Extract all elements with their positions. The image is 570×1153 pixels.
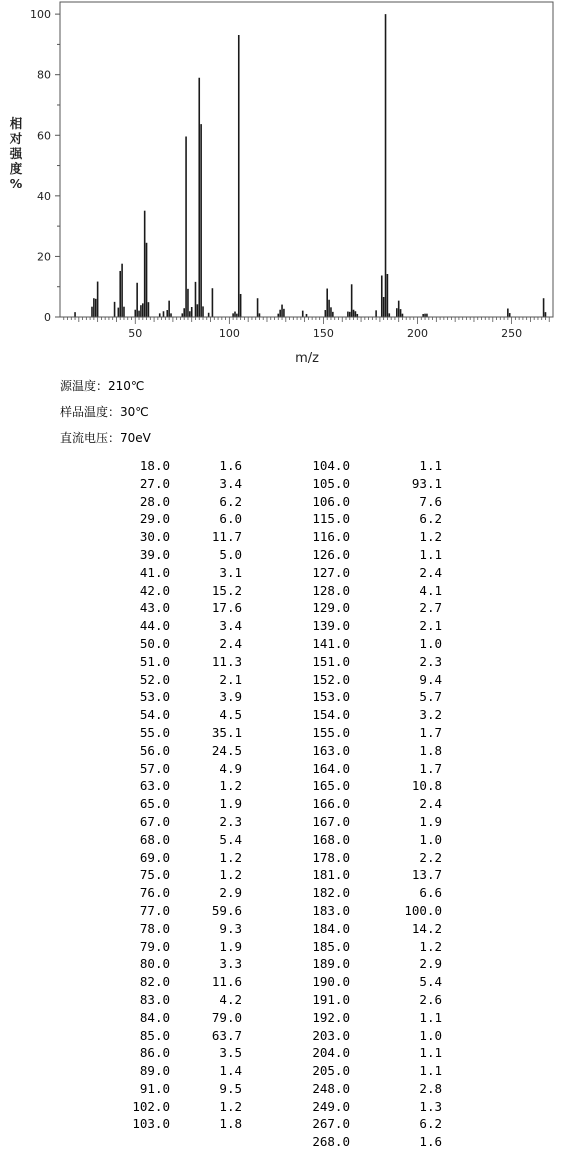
peak-table-cell: 6.2 [219, 493, 242, 509]
peak-table-cell: 80.0 [139, 956, 170, 972]
y-axis-title-char: % [9, 176, 23, 191]
peak-table-cell: 189.0 [312, 956, 350, 972]
peak-table-cell: 93.1 [411, 475, 442, 491]
peak-table-cell: 77.0 [139, 902, 170, 918]
peak-table-cell: 79.0 [139, 938, 170, 954]
peak-table-cell: 85.0 [139, 1027, 170, 1043]
peak-table-cell: 6.2 [419, 1116, 442, 1132]
peak-table-cell: 1.1 [419, 546, 442, 562]
peak-table-cell: 5.4 [419, 974, 442, 990]
peak-table-cell: 2.3 [219, 813, 242, 829]
x-tick-label: 100 [218, 327, 240, 340]
tick-labels [30, 8, 522, 340]
peak-table-cell: 5.4 [219, 831, 242, 847]
peak-table-cell: 6.2 [419, 511, 442, 527]
peak-table-cell: 52.0 [139, 671, 170, 687]
source-temperature: 源温度：210℃ [60, 379, 145, 393]
peak-table-cell: 30.0 [139, 529, 170, 545]
peak-table-cell: 6.0 [219, 511, 242, 527]
axis-ticks [55, 14, 549, 324]
sample-temperature: 样品温度：30℃ [60, 405, 149, 419]
peak-table-cell: 29.0 [139, 511, 170, 527]
peak-table-cell: 2.6 [419, 991, 442, 1007]
peak-table-cell: 18.0 [139, 458, 170, 473]
peak-table-intensity-column-2 [372, 457, 442, 1151]
peak-table-cell: 185.0 [312, 938, 350, 954]
peak-table-cell: 5.0 [219, 546, 242, 562]
peak-table-cell: 53.0 [139, 689, 170, 705]
peak-table-cell: 141.0 [312, 635, 350, 651]
y-axis-title-char: 对 [9, 131, 23, 146]
peak-table-cell: 17.6 [211, 600, 242, 616]
peak-table-cell: 139.0 [312, 618, 350, 634]
x-tick-label: 250 [501, 327, 523, 340]
peak-table-cell: 1.1 [419, 1009, 442, 1025]
peak-table-cell: 9.4 [419, 671, 442, 687]
peak-table-cell: 55.0 [139, 724, 170, 740]
peak-table-cell: 79.0 [211, 1009, 242, 1025]
y-axis-title-char: 强 [9, 146, 23, 161]
peak-table-cell: 1.2 [219, 1098, 242, 1114]
x-tick-label: 200 [407, 327, 429, 340]
peak-table-cell: 190.0 [312, 974, 350, 990]
peak-table-cell: 11.3 [211, 653, 242, 669]
peak-table-cell: 84.0 [139, 1009, 170, 1025]
peak-table-cell: 9.3 [219, 920, 242, 936]
peak-table-cell: 155.0 [312, 724, 350, 740]
peak-table-cell: 181.0 [312, 867, 350, 883]
peak-table-cell: 2.1 [419, 618, 442, 634]
peak-table-cell: 2.4 [419, 564, 442, 580]
peak-table-cell: 75.0 [139, 867, 170, 883]
instrument-conditions [60, 373, 151, 451]
peak-table-cell: 43.0 [139, 600, 170, 616]
peak-table-cell: 1.2 [219, 849, 242, 865]
peak-table-cell: 166.0 [312, 796, 350, 812]
peak-table-cell: 2.2 [419, 849, 442, 865]
peak-table-cell: 65.0 [139, 796, 170, 812]
peak-table-cell: 205.0 [312, 1063, 350, 1079]
peak-table-cell: 1.0 [419, 831, 442, 847]
peak-table-cell: 103.0 [132, 1116, 170, 1132]
peak-table-cell: 50.0 [139, 635, 170, 651]
peak-table-cell: 54.0 [139, 707, 170, 723]
peak-table-cell: 102.0 [132, 1098, 170, 1114]
peak-table-cell: 3.4 [219, 475, 242, 491]
peak-table-cell: 128.0 [312, 582, 350, 598]
peak-table-cell: 4.5 [219, 707, 242, 723]
peak-table-cell: 153.0 [312, 689, 350, 705]
y-tick-label: 20 [37, 250, 51, 264]
peak-table-cell: 168.0 [312, 831, 350, 847]
y-axis-title [9, 116, 23, 191]
peak-table-cell: 178.0 [312, 849, 350, 865]
peak-table-cell: 7.6 [419, 493, 442, 509]
y-axis-title-char: 度 [9, 161, 23, 176]
peak-table-cell: 9.5 [219, 1080, 242, 1096]
peak-table-cell: 4.9 [219, 760, 242, 776]
peak-table-cell: 164.0 [312, 760, 350, 776]
peak-table-cell: 3.9 [219, 689, 242, 705]
peak-table-cell: 42.0 [139, 582, 170, 598]
peak-table-cell: 39.0 [139, 546, 170, 562]
peak-bars [75, 14, 545, 317]
peak-table-cell: 154.0 [312, 707, 350, 723]
peak-table-cell: 1.8 [419, 742, 442, 758]
peak-table-cell: 127.0 [312, 564, 350, 580]
peak-table-cell: 183.0 [312, 902, 350, 918]
peak-table-cell: 104.0 [312, 458, 350, 473]
peak-table-cell: 15.2 [211, 582, 242, 598]
peak-table-cell: 83.0 [139, 991, 170, 1007]
peak-table-cell: 63.0 [139, 778, 170, 794]
peak-table-cell: 184.0 [312, 920, 350, 936]
peak-table-cell: 1.9 [219, 938, 242, 954]
peak-table-cell: 35.1 [211, 724, 242, 740]
peak-table-cell: 2.7 [419, 600, 442, 616]
peak-table-cell: 248.0 [312, 1080, 350, 1096]
peak-table-cell: 2.4 [419, 796, 442, 812]
peak-table-cell: 2.9 [419, 956, 442, 972]
peak-table-cell: 1.4 [219, 1063, 242, 1079]
x-tick-label: 150 [312, 327, 334, 340]
peak-table-cell: 203.0 [312, 1027, 350, 1043]
y-tick-label: 60 [37, 129, 51, 143]
peak-table-cell: 11.7 [211, 529, 242, 545]
peak-table-intensity-column-1 [172, 457, 242, 1133]
peak-table-cell: 268.0 [312, 1134, 350, 1150]
peak-table-cell: 1.9 [419, 813, 442, 829]
peak-table-cell: 44.0 [139, 618, 170, 634]
plot-frame [60, 2, 553, 317]
y-tick-label: 80 [37, 68, 51, 82]
peak-table-cell: 67.0 [139, 813, 170, 829]
peak-table-cell: 86.0 [139, 1045, 170, 1061]
peak-table-cell: 2.4 [219, 635, 242, 651]
peak-table-cell: 2.9 [219, 885, 242, 901]
peak-table-cell: 192.0 [312, 1009, 350, 1025]
peak-table-cell: 91.0 [139, 1080, 170, 1096]
peak-table-cell: 57.0 [139, 760, 170, 776]
mass-spectrum-chart [0, 0, 570, 370]
x-tick-label: 50 [128, 327, 143, 340]
peak-table-cell: 3.1 [219, 564, 242, 580]
peak-table-cell: 69.0 [139, 849, 170, 865]
peak-table-cell: 1.3 [419, 1098, 442, 1114]
peak-table-cell: 27.0 [139, 475, 170, 491]
peak-table-cell: 68.0 [139, 831, 170, 847]
peak-table-cell: 163.0 [312, 742, 350, 758]
peak-table-cell: 116.0 [312, 529, 350, 545]
peak-table-cell: 1.2 [219, 778, 242, 794]
peak-table-cell: 249.0 [312, 1098, 350, 1114]
peak-table-cell: 1.0 [419, 1027, 442, 1043]
peak-table-cell: 1.9 [219, 796, 242, 812]
peak-table-cell: 24.5 [211, 742, 242, 758]
y-axis-title-char: 相 [9, 116, 23, 131]
peak-table-cell: 2.3 [419, 653, 442, 669]
peak-table-cell: 100.0 [404, 902, 442, 918]
peak-table-cell: 152.0 [312, 671, 350, 687]
peak-table-cell: 129.0 [312, 600, 350, 616]
peak-table-cell: 182.0 [312, 885, 350, 901]
x-axis-label: m/z [295, 351, 319, 366]
peak-table-cell: 165.0 [312, 778, 350, 794]
y-tick-label: 100 [30, 8, 51, 22]
peak-table-cell: 56.0 [139, 742, 170, 758]
peak-table-cell: 41.0 [139, 564, 170, 580]
peak-table-cell: 10.8 [411, 778, 442, 794]
peak-table-cell: 1.2 [219, 867, 242, 883]
peak-table-cell: 1.8 [219, 1116, 242, 1132]
peak-table-cell: 1.1 [419, 458, 442, 473]
peak-table-cell: 1.1 [419, 1045, 442, 1061]
peak-table-cell: 3.5 [219, 1045, 242, 1061]
peak-table-cell: 167.0 [312, 813, 350, 829]
peak-table-cell: 28.0 [139, 493, 170, 509]
peak-table-cell: 13.7 [411, 867, 442, 883]
y-tick-label: 40 [37, 189, 51, 203]
peak-table-cell: 1.2 [419, 529, 442, 545]
peak-table-cell: 63.7 [211, 1027, 242, 1043]
peak-table-cell: 4.2 [219, 991, 242, 1007]
peak-table-cell: 1.6 [419, 1134, 442, 1150]
peak-table-cell: 1.2 [419, 938, 442, 954]
peak-table-cell: 11.6 [211, 974, 242, 990]
peak-table-cell: 2.1 [219, 671, 242, 687]
peak-table-cell: 89.0 [139, 1063, 170, 1079]
peak-table-cell: 3.4 [219, 618, 242, 634]
peak-table-cell: 1.7 [419, 724, 442, 740]
peak-table-cell: 3.3 [219, 956, 242, 972]
peak-table-cell: 59.6 [211, 902, 242, 918]
peak-table-cell: 76.0 [139, 885, 170, 901]
dc-voltage: 直流电压：70eV [60, 431, 151, 445]
peak-table-cell: 5.7 [419, 689, 442, 705]
peak-table-cell: 191.0 [312, 991, 350, 1007]
peak-table-cell: 151.0 [312, 653, 350, 669]
peak-table-cell: 51.0 [139, 653, 170, 669]
peak-table-cell: 115.0 [312, 511, 350, 527]
y-tick-label: 0 [44, 311, 51, 324]
peak-table-cell: 14.2 [411, 920, 442, 936]
peak-table-cell: 78.0 [139, 920, 170, 936]
peak-table-cell: 1.7 [419, 760, 442, 776]
peak-table-mz-column-1 [100, 457, 170, 1133]
peak-table-cell: 126.0 [312, 546, 350, 562]
peak-table-mz-column-2 [280, 457, 350, 1151]
peak-table-cell: 106.0 [312, 493, 350, 509]
peak-table-cell: 1.1 [419, 1063, 442, 1079]
peak-table-cell: 204.0 [312, 1045, 350, 1061]
peak-table-cell: 1.6 [219, 458, 242, 473]
peak-table-cell: 4.1 [419, 582, 442, 598]
peak-table-cell: 6.6 [419, 885, 442, 901]
peak-table-cell: 267.0 [312, 1116, 350, 1132]
peak-table-cell: 82.0 [139, 974, 170, 990]
peak-table-cell: 1.0 [419, 635, 442, 651]
peak-table-cell: 2.8 [419, 1080, 442, 1096]
peak-table-cell: 3.2 [419, 707, 442, 723]
peak-table-cell: 105.0 [312, 475, 350, 491]
